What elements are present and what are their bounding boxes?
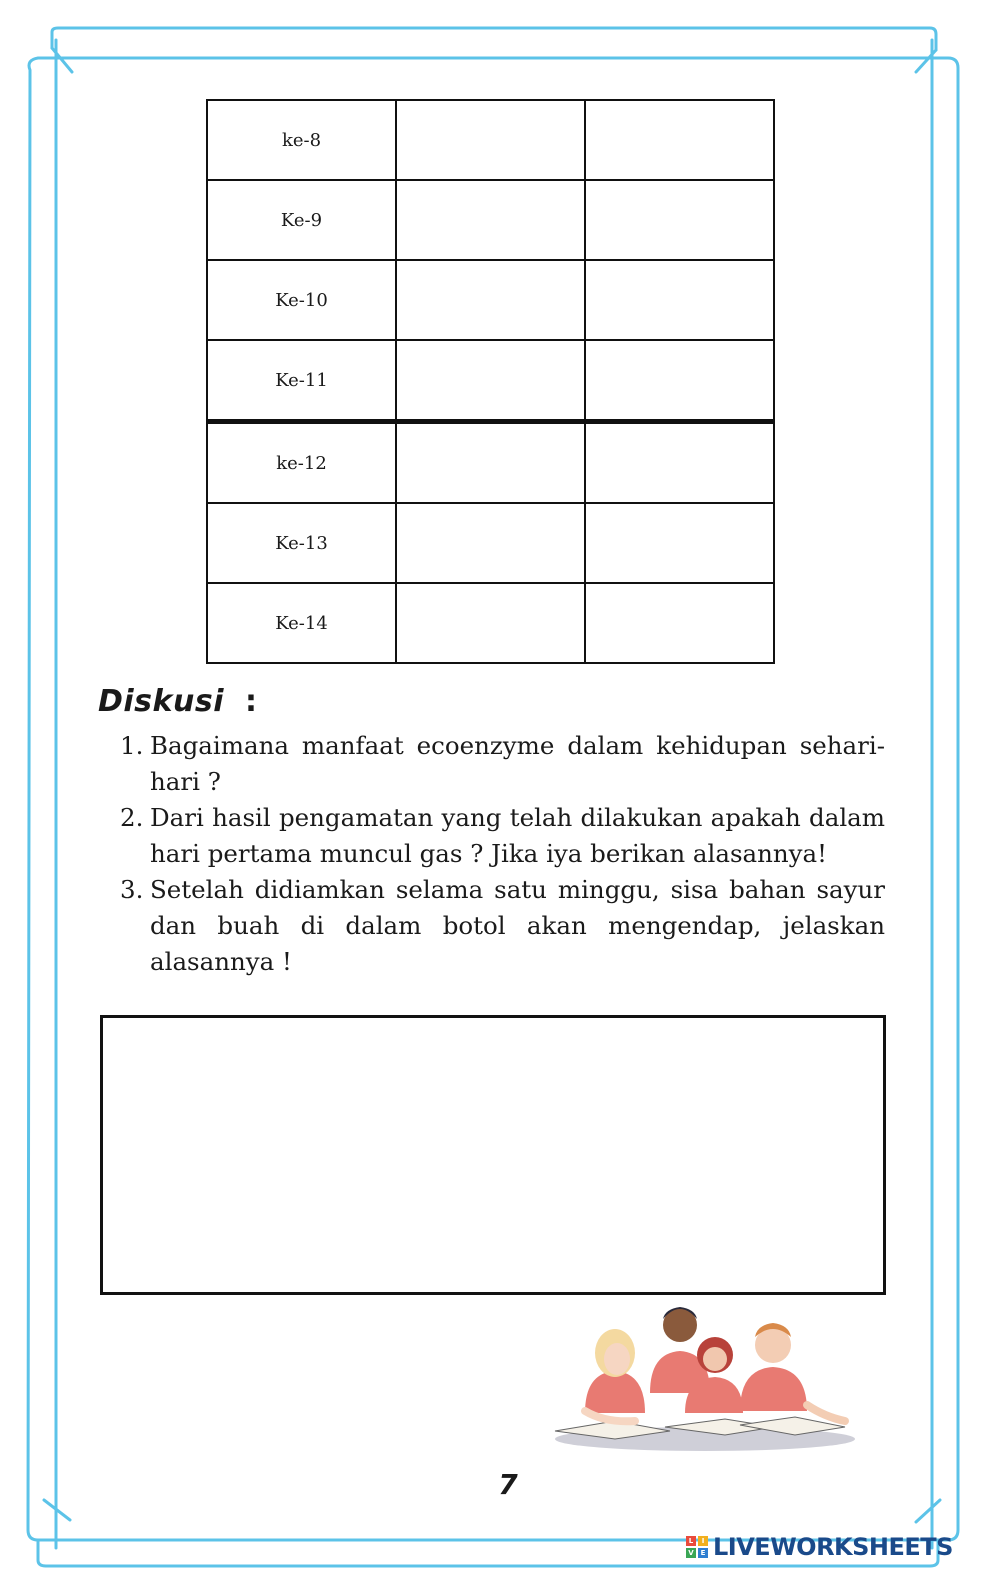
question-text: Setelah didiamkan selama satu minggu, sisa bahan sayur dan buah di dalam botol akan mengendap, jelaskan alasannya ! <box>150 875 885 976</box>
input-cell[interactable] <box>396 583 585 663</box>
input-cell[interactable] <box>396 422 585 504</box>
input-cell[interactable] <box>585 100 774 180</box>
discussion-colon: : <box>244 684 258 719</box>
list-item <box>120 872 885 980</box>
input-cell[interactable] <box>585 422 774 504</box>
question-text: Bagaimana manfaat ecoenzyme dalam kehidupan sehari-hari ? <box>150 731 885 796</box>
table-row <box>207 100 774 180</box>
question-number: 1. <box>120 731 144 760</box>
students-illustration <box>545 1293 865 1455</box>
question-list <box>120 728 885 980</box>
brand-name: LIVEWORKSHEETS <box>713 1533 953 1561</box>
liveworksheets-logo-icon: L I V E <box>686 1536 708 1558</box>
table-row <box>207 340 774 422</box>
input-cell[interactable] <box>396 503 585 583</box>
observation-table <box>206 99 775 664</box>
input-cell[interactable] <box>396 180 585 260</box>
input-cell[interactable] <box>396 340 585 422</box>
input-cell[interactable] <box>585 583 774 663</box>
input-cell[interactable] <box>585 503 774 583</box>
table-row <box>207 180 774 260</box>
row-label: Ke-11 <box>207 340 396 422</box>
list-item <box>120 800 885 872</box>
discussion-title: Diskusi <box>98 684 224 719</box>
question-number: 3. <box>120 875 144 904</box>
input-cell[interactable] <box>585 180 774 260</box>
page-number: 7 <box>498 1468 518 1501</box>
table-row <box>207 583 774 663</box>
list-item <box>120 728 885 800</box>
table-row <box>207 260 774 340</box>
question-text: Dari hasil pengamatan yang telah dilakukan apakah dalam hari pertama muncul gas ? Jika iya berikan alasannya! <box>150 803 885 868</box>
input-cell[interactable] <box>396 260 585 340</box>
row-label: Ke-10 <box>207 260 396 340</box>
row-label: Ke-9 <box>207 180 396 260</box>
liveworksheets-brand[interactable] <box>686 1530 953 1564</box>
row-label: Ke-14 <box>207 583 396 663</box>
table-row <box>207 503 774 583</box>
input-cell[interactable] <box>585 340 774 422</box>
row-label: ke-8 <box>207 100 396 180</box>
input-cell[interactable] <box>585 260 774 340</box>
question-number: 2. <box>120 803 144 832</box>
input-cell[interactable] <box>396 100 585 180</box>
table-row <box>207 422 774 504</box>
answer-box[interactable] <box>100 1015 886 1295</box>
row-label: Ke-13 <box>207 503 396 583</box>
discussion-heading <box>98 684 257 719</box>
row-label: ke-12 <box>207 422 396 504</box>
